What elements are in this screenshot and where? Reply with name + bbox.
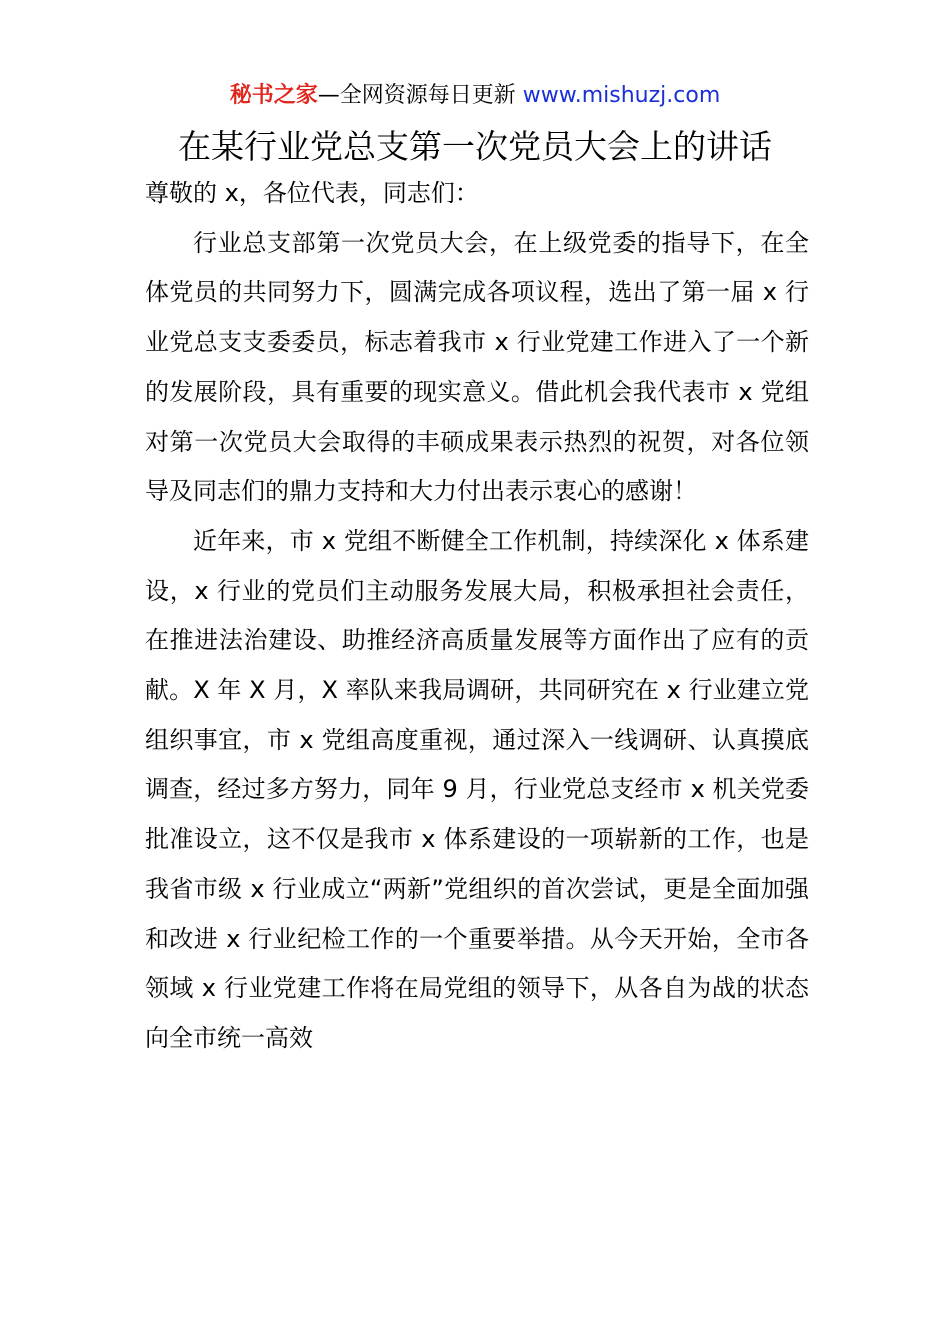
- paragraph: 行业总支部第一次党员大会，在上级党委的指导下，在全体党员的共同努力下，圆满完成各项议程，选出了第一届 x 行业党总支支委委员，标志着我市 x 行业党建工作进入了一个新的发展阶段，具有重要的现实意义。借此机会我代表市 x 党组对第一次党员大会取得的丰硕成果表示热烈的祝贺，对各位领导及同志们的鼎力支持和大力付出表示衷心的感谢！: [145, 228, 809, 506]
- site-url-link[interactable]: www.mishuzj.com: [522, 83, 721, 108]
- document-body: [145, 169, 809, 1064]
- site-brand: 秘书之家: [229, 83, 318, 108]
- document-title: 在某行业党总支第一次党员大会上的讲话: [178, 127, 772, 166]
- paragraph: 近年来，市 x 党组不断健全工作机制，持续深化 x 体系建设，x 行业的党员们主动服务发展大局，积极承担社会责任，在推进法治建设、助推经济高质量发展等方面作出了应有的贡献。X 年 X 月，X 率队来我局调研，共同研究在 x 行业建立党组织事宜，市 x 党组高度重视，通过深入一线调研、认真摸底调查，经过多方努力，同年 9 月，行业党总支经市 x 机关党委批准设立，这不仅是我市 x 体系建设的一项崭新的工作，也是我省市级 x 行业成立“两新”党组织的首次尝试，更是全面加强和改进 x 行业纪检工作的一个重要举措。从今天开始，全市各领域 x 行业党建工作将在局党组的领导下，从各自为战的状态向全市统一高效: [145, 526, 809, 1052]
- site-slogan: —全网资源每日更新: [317, 83, 516, 108]
- salutation: 尊敬的 x，各位代表，同志们：: [145, 179, 479, 207]
- site-header: [0, 80, 950, 112]
